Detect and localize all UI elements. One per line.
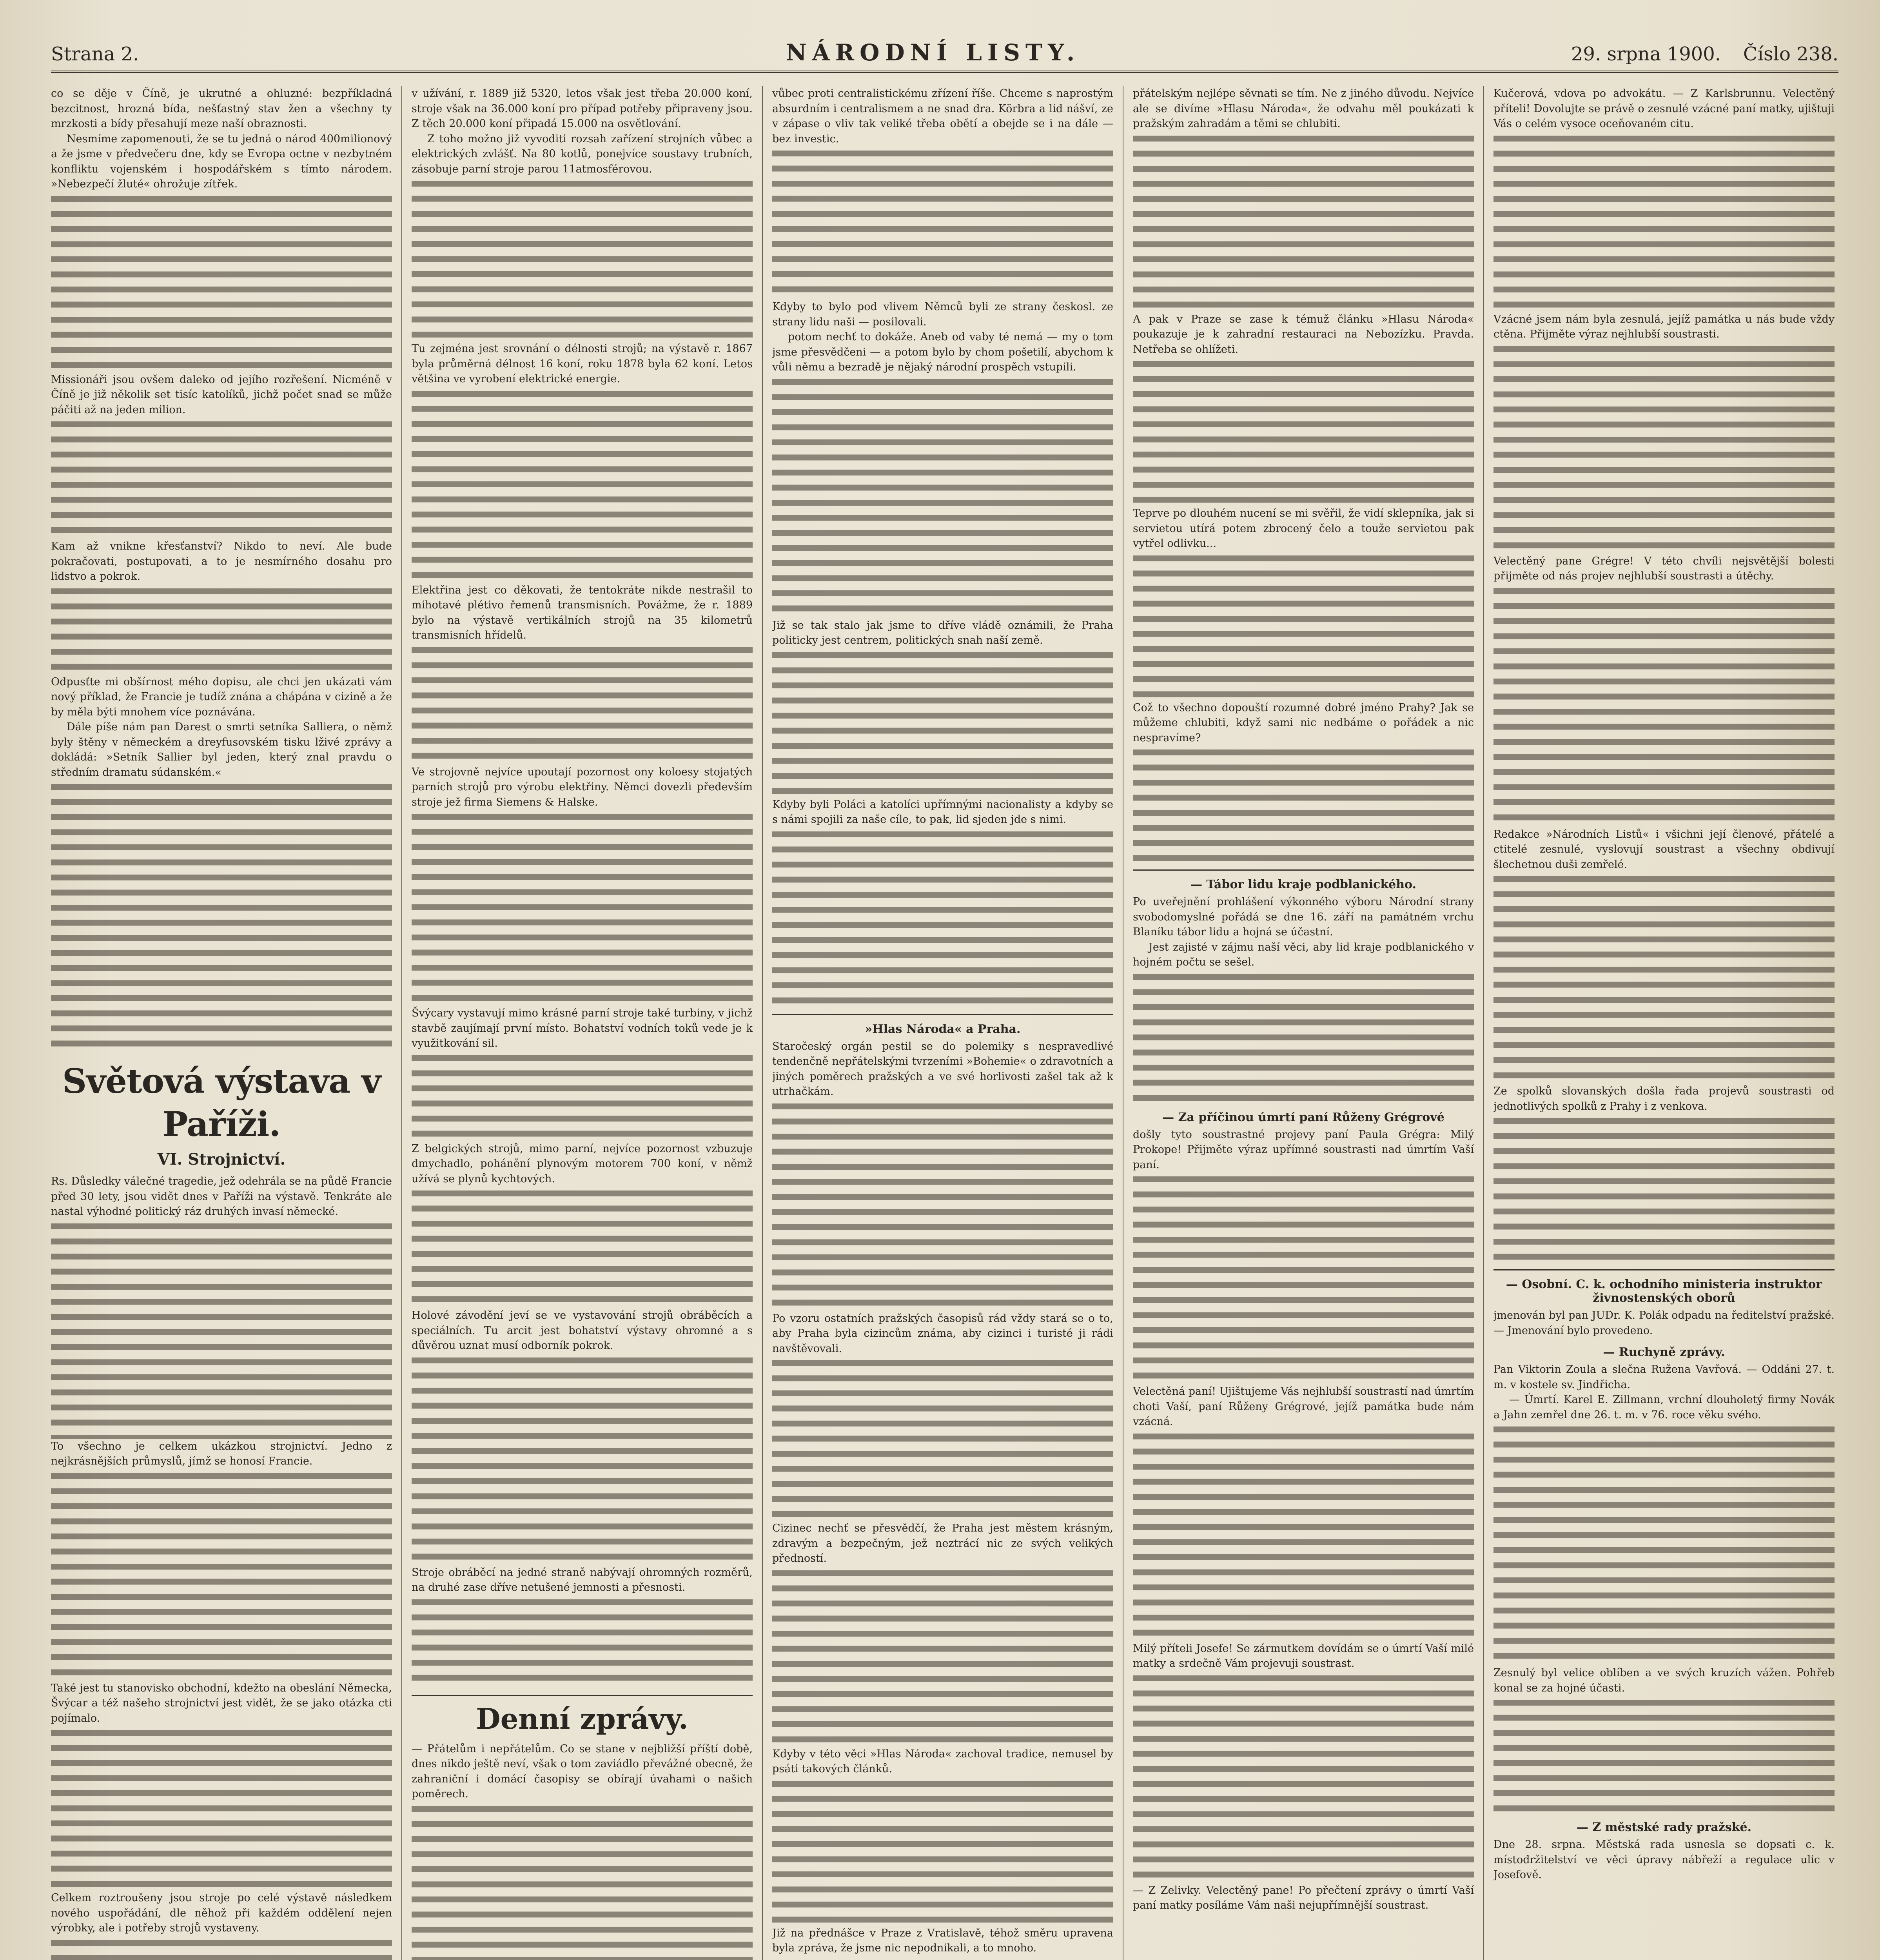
divider [772, 1014, 1113, 1015]
item-title: — Z městské rady pražské. [1576, 1820, 1752, 1834]
text-block [51, 1469, 392, 1681]
text-block [1493, 1114, 1835, 1263]
paragraph: Kdyby v této věci »Hlas Národa« zachoval tradice, nemusel by psáti takových článků. [772, 1748, 1113, 1775]
paragraph: Po vzoru ostatních pražských časopisů rád vždy stará se o to, aby Praha byla cizincům známa, aby cizinci i turisté ji rádi navštěvovali. [772, 1312, 1113, 1355]
paragraph: Švýcary vystavují mimo krásné parní stroje také turbiny, v jichž stavbě zaujímají první místo. Bohatství vodních toků vede je k využitkování sil. [412, 1007, 753, 1049]
item-title: — Za příčinou úmrtí paní Růženy Grégrové [1162, 1110, 1444, 1124]
paragraph: potom nechť to dokáže. Aneb od vaby té nemá — my o tom jsme přesvědčeni — a potom bylo by chom pošetilí, abychom k vůli němu a bezradě je nějaký národní prospěch vstupili. [772, 331, 1113, 373]
text-block [772, 1100, 1113, 1311]
column-5 [1493, 86, 1835, 1960]
text-block [1133, 1172, 1474, 1384]
text-block [412, 1354, 753, 1565]
paragraph: Dále píše nám pan Darest o smrti setníka Salliera, o němž byly štěny v německém a dreyfusovském tisku lživé zprávy a dokládá: »Setník Sallier byl jeden, který znal pravdu o středním dramatu súdanském.« [51, 721, 392, 779]
text-block [772, 1566, 1113, 1747]
text-block [51, 584, 392, 675]
text-block [1133, 1430, 1474, 1641]
column-4 [1133, 86, 1474, 1960]
paragraph: — Přátelům i nepřátelům. Co se stane v nejbližší příští době, dnes nikdo ještě neví, však o tom zaviádlo převážné obecně, že zahraniční i domácí časopisy se obírají úvahami o našich poměrech. [412, 1742, 753, 1800]
text-block [1493, 872, 1835, 1084]
item-title: — Osobní. C. k. ochodního ministeria instruktor živnostenských oborů [1506, 1278, 1822, 1305]
paragraph: Vzácné jsem nám byla zesnulá, jejíž památka u nás bude vždy ctěna. Přijměte výraz nejhlubší soustrasti. [1493, 313, 1835, 340]
paragraph: To všechno je celkem ukázkou strojnictví. Jedno z nejkrásnějších průmyslů, jímž se honosí Francie. [51, 1440, 392, 1467]
paragraph: Jest zajisté v zájmu naší věci, aby lid kraje podblanického v hojném počtu se sešel. [1133, 941, 1474, 968]
paragraph: Již na přednášce v Praze z Vratislavě, téhož směru upravena byla zpráva, že jsme nic nepodnikali, a to mnoho. [772, 1927, 1113, 1954]
paragraph: došly tyto soustrastné projevy paní Paula Grégra: Milý Prokope! Přijměte výraz upřímné soustrasti nad úmrtím Vaší paní. [1133, 1128, 1474, 1171]
text-block [412, 387, 753, 583]
text-block [1133, 1671, 1474, 1883]
text-block [1493, 1423, 1835, 1666]
paragraph: Odpusťte mi obšírnost mého dopisu, ale chci jen ukázati vám nový příklad, že Francie je tudíž znána a chápána v cizině a že by měla býti mnohem více poznávána. [51, 675, 392, 718]
column-2 [412, 86, 753, 1960]
paragraph: Což to všechno dopouští rozumné dobré jméno Prahy? Jak se můžeme chlubiti, když sami nic nedbáme o pořádek a nic nespravíme? [1133, 701, 1474, 744]
text-block [412, 177, 753, 341]
text-block [772, 1356, 1113, 1521]
paragraph: Holové závodění jeví se ve vystavování strojů obráběcích a speciálních. Tu arcit jest bohatství výstavy ohromné a s důvěrou uznat musí odborník pokrok. [412, 1309, 753, 1352]
page-label: Strana 2. [51, 43, 139, 65]
paragraph: Kučerová, vdova po advokátu. — Z Karlsbrunnu. Velectěný příteli! Dovolujte se právě o zesnulé vzácné paní matky, ujištuji Vás o celém vysoce oceňovaném citu. [1493, 87, 1835, 130]
text-block [1133, 746, 1474, 863]
paragraph: Missionáři jsou ovšem daleko od jejího rozřešení. Nicméně v Číně je již několik set tisíc katolíků, jichž počet snad se může páčiti až na jeden milion. [51, 373, 392, 416]
text-block [412, 810, 753, 1006]
divider [1493, 1269, 1835, 1270]
article-heading: Světová výstava v Paříži. [62, 1062, 381, 1144]
paragraph: Kam až vnikne křesťanství? Nikdo to neví. Ale bude pokračovati, postupovati, a to je nesmírného dosahu pro lidstvo a pokrok. [51, 540, 392, 583]
paragraph: Dne 28. srpna. Městská rada usnesla se dopsati c. k. místodržitelství ve věci úpravy nábřeží a regulace ulic v Josefově. [1493, 1838, 1835, 1881]
section-heading: Denní zprávy. [412, 1695, 753, 1738]
paragraph: Po uveřejnění prohlášení výkonného výboru Národní strany svobodomyslné pořádá se dne 16. září na památném vrchu Blaníku tábor lidu a hojná se účastní. [1133, 896, 1474, 938]
text-block [412, 643, 753, 765]
paragraph: přátelským nejlépe sěvnati se tím. Ne z jiného důvodu. Nejvíce ale se divíme »Hlasu Národa«, že odvahu měl poukázati k pražským zahradám a těmi se chlubiti. [1133, 87, 1474, 130]
paragraph: co se děje v Číně, je ukrutné a ohluzné: bezpříkladná bezcitnost, hrozná bída, nešťastný stav žen a všechny ty mrzkosti a bídy přesahují meze naší obraznosti. [51, 87, 392, 130]
paragraph: Stroje obráběcí na jedné straně nabývají ohromných rozměrů, na druhé zase dříve netušené jemnosti a přesnosti. [412, 1566, 753, 1593]
text-block [772, 147, 1113, 299]
column-rule [401, 86, 402, 1960]
column-rule [762, 86, 763, 1960]
paragraph: Z belgických strojů, mimo parní, nejvíce pozornost vzbuzuje dmychadlo, pohánění plynovým motorem 700 koní, v němž užívá se plynů kychtových. [412, 1142, 753, 1185]
paragraph: Také jest tu stanovisko obchodní, kdežto na obeslání Německa, Švýcar a též našeho strojnictví jest vidět, že se jako otázka cti pojímalo. [51, 1682, 392, 1724]
column-rule [1483, 86, 1484, 1960]
text-block [1493, 342, 1835, 554]
paragraph: Rs. Důsledky válečné tragedie, jež odehrála se na půdě Francie před 30 lety, jsou vidět dnes v Paříži na výstavě. Tenkráte ale nastal výhodné politický ráz druhých invasí německé. [51, 1175, 392, 1218]
text-block [412, 1187, 753, 1308]
text-block [1493, 1696, 1835, 1813]
item-title: — Ruchyně zprávy. [1603, 1345, 1725, 1359]
paragraph: Nesmíme zapomenouti, že se tu jedná o národ 400milionový a že jsme v předvečeru dne, kdy se Evropa octne v nezbytném konfliktu vojenském i hospodářském s tímto národem. »Nebezpečí žluté« ohrožuje zítřek. [51, 132, 392, 190]
paragraph: Elektřina jest co děkovati, že tentokráte nikde nestrašil to mihotavé plétivo řemenů transmisních. Povážme, že r. 1889 bylo na výstavě vertikálních strojů na 35 kilometrů transmisních hřídelů. [412, 584, 753, 641]
column-3 [772, 86, 1113, 1960]
paragraph: jmenován byl pan JUDr. K. Polák odpadu na ředitelství pražské. — Jmenování bylo provedeno. [1493, 1309, 1835, 1337]
issue-date: 29. srpna 1900. [1571, 43, 1721, 65]
text-block [772, 1777, 1113, 1926]
column-1 [51, 86, 392, 1960]
text-block [51, 780, 392, 1054]
text-block [412, 1802, 753, 1960]
paragraph: Ve strojovně nejvíce upoutají pozornost ony koloesy stojatých parních strojů pro výrobu elektřiny. Němci dovezli především stroje jež firma Siemens & Halske. [412, 766, 753, 808]
paragraph: v užívání, r. 1889 již 5320, letos však jest třeba 20.000 koní, stroje však na 36.000 koní pro případ potřeby připraveny jsou. Z těch 20.000 koní připadá 15.000 na osvětlování. [412, 87, 753, 130]
text-block [1133, 970, 1474, 1103]
text-block [772, 648, 1113, 797]
article-subheading: VI. Strojnictví. [157, 1150, 286, 1169]
text-block [1493, 132, 1835, 312]
paragraph: Již se tak stalo jak jsme to dříve vládě oznámili, že Praha politicky jest centrem, politických snah naší země. [772, 619, 1113, 646]
item-title: »Hlas Národa« a Praha. [865, 1022, 1021, 1036]
text-block [412, 1051, 753, 1142]
paragraph: — Úmrtí. Karel E. Zillmann, vrchní dlouholetý firmy Novák a Jahn zemřel dne 26. t. m. v 76. roce věku svého. [1493, 1394, 1835, 1421]
text-block [51, 192, 392, 372]
paragraph: Pan Viktorin Zoula a slečna Ružena Vavřová. — Oddáni 27. t. m. v kostele sv. Jindřicha. [1493, 1363, 1835, 1391]
text-block [412, 1595, 753, 1686]
paragraph: Teprve po dlouhém nucení se mi svěřil, že vidí sklepníka, jak si servietou utírá potem zbrocený čelo a touže servietou pak vytřel odlivku... [1133, 507, 1474, 550]
text-block [51, 1220, 392, 1439]
paragraph: Staročeský orgán pestil se do polemiky s nespravedlivé tendenčně nepřátelskými tvrzeními »Bohemie« o zdravotních a jiných poměrech pražských a ve své horlivosti zašel tak až k utrhačkám. [772, 1040, 1113, 1098]
text-block [51, 1726, 392, 1891]
text-block [1133, 552, 1474, 701]
paragraph: Cizinec nechť se přesvědčí, že Praha jest městem krásným, zdravým a bezpečným, jež neztrácí nic ze svých velikých předností. [772, 1522, 1113, 1564]
text-block [51, 1936, 392, 1960]
paragraph: vůbec proti centralistickému zřízení říše. Chceme s naprostým absurdním i centralismem a ne snad dra. Körbra a lid nášví, ze v zápase o vliv tak veliké třeba obětí a obejde se i na dále — bez investic. [772, 87, 1113, 145]
paragraph: Celkem roztroušeny jsou stroje po celé výstavě následkem nového uspořádání, dle něhož při každém oddělení nejen výrobky, ale i potřeby strojů vystaveny. [51, 1892, 392, 1934]
text-block [1133, 132, 1474, 312]
paragraph: Tu zejména jest srovnání o délnosti strojů; na výstavě r. 1867 byla průměrná délnost 16 koní, roku 1878 byla 62 koní. Letos většina ve vyrobení elektrické energie. [412, 343, 753, 385]
newspaper-title: NÁRODNÍ LISTY. [786, 39, 1080, 66]
paragraph: Zesnulý byl velice oblíben a ve svých kruzích vážen. Pohřeb konal se za hojné účasti. [1493, 1667, 1835, 1694]
text-block [1493, 584, 1835, 827]
paragraph: Kdyby byli Poláci a katolíci upřímnými nacionalisty a kdyby se s námi spojili za naše cíle, to pak, lid sjeden jde s nimi. [772, 798, 1113, 826]
divider [1133, 869, 1474, 871]
item-title: — Tábor lidu kraje podblanického. [1190, 878, 1416, 891]
paragraph: — Z Zelivky. Velectěný pane! Po přečtení zprávy o úmrtí Vaší paní matky posíláme Vám naši nejupřímnější soustrast. [1133, 1884, 1474, 1911]
text-block [51, 417, 392, 539]
paragraph: Velectěný pane Grégre! V této chvíli nejsvětější bolesti přijměte od nás projev nejhlubší soustrasti a útěchy. [1493, 555, 1835, 582]
text-block [772, 375, 1113, 618]
paragraph: Redakce »Národních Listů« i všichni její členové, přátelé a ctitelé zesnulé, vyslovují soustrast a všechny obdivují šlechetnou duši zemřelé. [1493, 828, 1835, 871]
paragraph: Z toho možno již vyvoditi rozsah zařízení strojních vůbec a elektrických zvlášť. Na 80 kotlů, ponejvíce soustavy trubních, zásobuje parní stroje parou 11atmosférovou. [412, 132, 753, 175]
masthead [51, 39, 1838, 73]
paragraph: A pak v Praze se zase k témuž článku »Hlasu Národa« poukazuje je k zahradní restauraci na Nebozízku. Pravda. Netřeba se ohlížeti. [1133, 313, 1474, 356]
paragraph: Ze spolků slovanských došla řada projevů soustrasti od jednotlivých spolků z Prahy i z venkova. [1493, 1085, 1835, 1112]
text-block [772, 828, 1113, 1008]
paragraph: Velectěná paní! Ujištujeme Vás nejhlubší soustrastí nad úmrtím choti Vaší, paní Růženy Grégrové, jejíž památka bude nám vzácná. [1133, 1385, 1474, 1428]
text-block [1133, 357, 1474, 506]
paragraph: Milý příteli Josefe! Se zármutkem dovídám se o úmrtí Vaší milé matky a srdečně Vám projevuji soustrast. [1133, 1642, 1474, 1670]
paragraph: Kdyby to bylo pod vlivem Němců byli ze strany českosl. ze strany lidu naši — posilovali. [772, 301, 1113, 328]
issue-number: Číslo 238. [1743, 43, 1838, 65]
